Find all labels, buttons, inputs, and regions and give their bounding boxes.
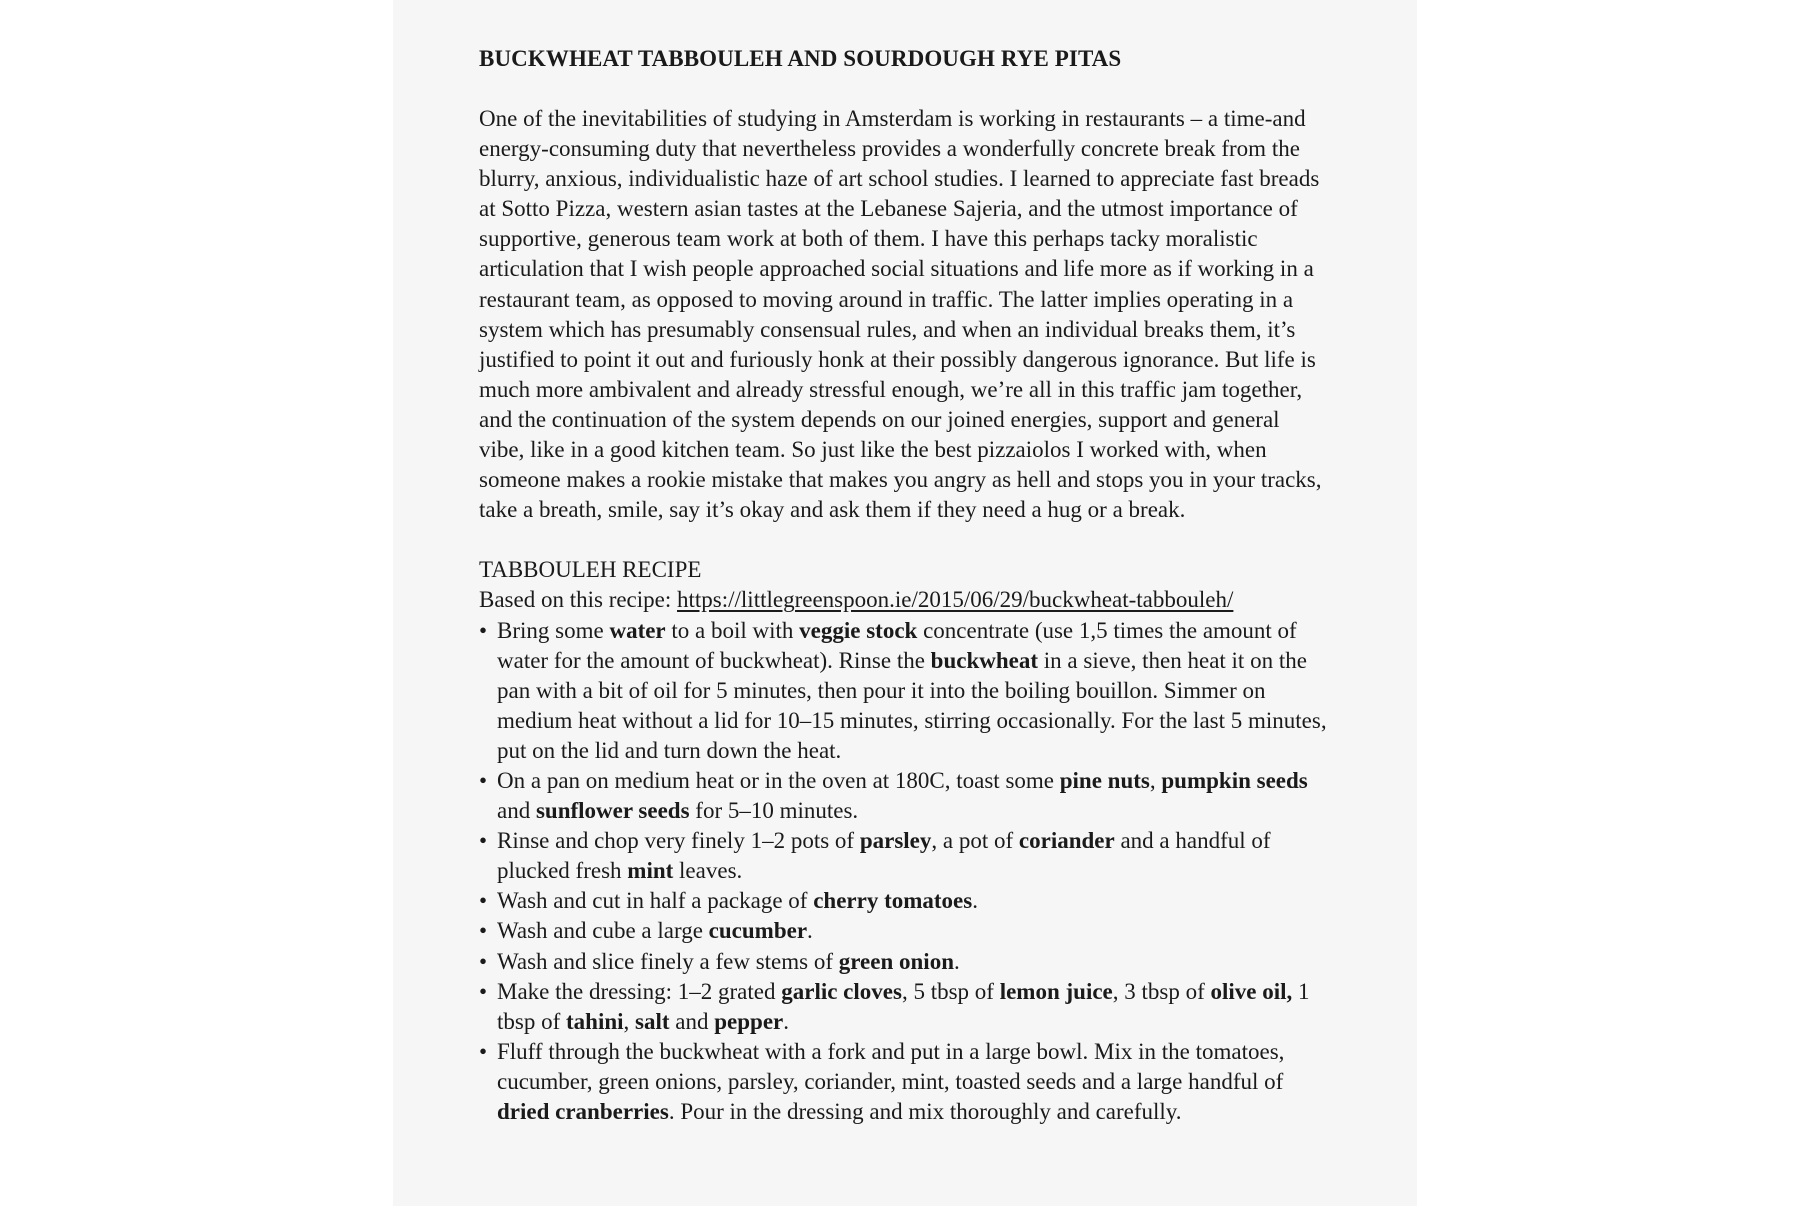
ingredient-text: pine nuts [1059,767,1150,793]
ingredient-text: veggie stock [799,617,918,643]
ingredient-text: lemon juice [999,978,1113,1004]
ingredient-text: green onion [838,948,954,974]
step-text: , a pot of [931,828,1019,854]
step-text: Bring some [497,617,610,643]
step-text: to a boil with [665,617,800,643]
step-text: Fluff through the buckwheat with a fork and put in a large bowl. Mix in the tomatoes, cucumber, green onions, parsley, coriander, mint, toasted seeds and a large handful of [497,1038,1285,1094]
ingredient-text: olive oil, [1210,978,1293,1004]
bullet-icon: • [479,978,488,1004]
recipe-step [479,886,1339,916]
document-content [479,44,1339,1127]
step-text: Wash and cube a large [497,918,709,944]
recipe-step [479,826,1339,886]
step-text: and [669,1008,715,1034]
ingredient-text: sunflower seeds [535,798,690,824]
step-text: 1 tbsp of [497,978,1310,1034]
ingredient-text: cucumber [708,918,808,944]
bullet-icon: • [479,948,488,974]
step-text: On a pan on medium heat or in the oven at 180C, toast some [497,767,1060,793]
step-text: concentrate (use 1,5 times the amount of water for the amount of buckwheat). Rinse the [497,617,1297,673]
recipe-step [479,616,1339,766]
step-text: , [623,1008,636,1034]
ingredient-text: dried cranberries [497,1099,669,1124]
ingredient-text: parsley [859,828,932,854]
step-text: . [972,888,978,914]
step-text: . [954,948,960,974]
step-text: , 5 tbsp of [901,978,1000,1004]
recipe-heading: TABBOULEH RECIPE [479,557,702,583]
bullet-icon: • [479,1038,488,1064]
step-text: leaves. [673,858,743,884]
ingredient-text: water [609,617,666,643]
bullet-icon: • [479,828,488,854]
step-text: Wash and slice finely a few stems of [497,948,839,974]
recipe-step [479,977,1339,1037]
intro-paragraph: One of the inevitabilities of studying in Amsterdam is working in restaurants – a time-and energy-consuming duty that nevertheless provides a wonderfully concrete break from the blurry, anxious, individualistic haze of art school studies. I learned to appreciate fast breads at Sotto Pizza, western asian tastes at the Lebanese Sajeria, and the utmost importance of supportive, generous team work at both of them. I have this perhaps tacky moralistic articulation that I wish people approached social situations and life more as if working in a restaurant team, as opposed to moving around in traffic. The latter implies operating in a system which has presumably consensual rules, and when an individual breaks them, it’s justified to point it out and furiously honk at their possibly dangerous ignorance. But life is much more ambivalent and already stressful enough, we’re all in this traffic jam together, and the continuation of the system depends on our joined energies, support and general vibe, like in a good kitchen team. So just like the best pizzaiolos I worked with, when someone makes a rookie mistake that makes you angry as hell and stops you in your tracks, take a breath, smile, say it’s okay and ask them if they need a hug or a break. [479,106,1322,523]
ingredient-text: pumpkin seeds [1161,767,1308,793]
bullet-icon: • [479,918,488,944]
document-title: BUCKWHEAT TABBOULEH AND SOURDOUGH RYE PITAS [479,46,1122,71]
bullet-icon: • [479,617,488,643]
step-text: for 5–10 minutes. [689,798,859,824]
step-text: . Pour in the dressing and mix thoroughly and carefully. [668,1099,1182,1124]
based-on-label: Based on this recipe: [479,587,678,613]
step-text: , 3 tbsp of [1112,978,1211,1004]
ingredient-text: pepper [714,1008,784,1034]
recipe-step [479,947,1339,977]
step-text: , [1149,767,1162,793]
ingredient-text: salt [635,1008,670,1034]
recipe-step [479,766,1339,826]
ingredient-text: tahini [566,1008,624,1034]
ingredient-text: cherry tomatoes [813,888,973,914]
based-on-line [479,585,1339,615]
recipe-step [479,1037,1339,1127]
document-page [393,0,1417,1206]
recipe-steps-list [479,616,1339,1128]
bullet-icon: • [479,767,488,793]
step-text: Make the dressing: 1–2 grated [497,978,782,1004]
ingredient-text: mint [627,858,674,884]
bullet-icon: • [479,888,488,914]
ingredient-text: garlic cloves [781,978,902,1004]
step-text: . [807,918,813,944]
step-text: Wash and cut in half a package of [497,888,814,914]
recipe-step [479,916,1339,946]
step-text: in a sieve, then heat it on the pan with a bit of oil for 5 minutes, then pour it into the boiling bouillon. Simmer on medium heat without a lid for 10–15 minutes, stirring occasionally. For the last 5 minutes, put on the lid and turn down the heat. [497,647,1327,763]
recipe-source-link[interactable]: https://littlegreenspoon.ie/2015/06/29/buckwheat-tabbouleh/ [677,587,1234,613]
ingredient-text: coriander [1018,828,1115,854]
step-text: . [783,1008,789,1034]
step-text: Rinse and chop very finely 1–2 pots of [497,828,860,854]
step-text: and a handful of plucked fresh [497,828,1271,884]
ingredient-text: buckwheat [930,647,1039,673]
step-text: and [497,798,536,824]
